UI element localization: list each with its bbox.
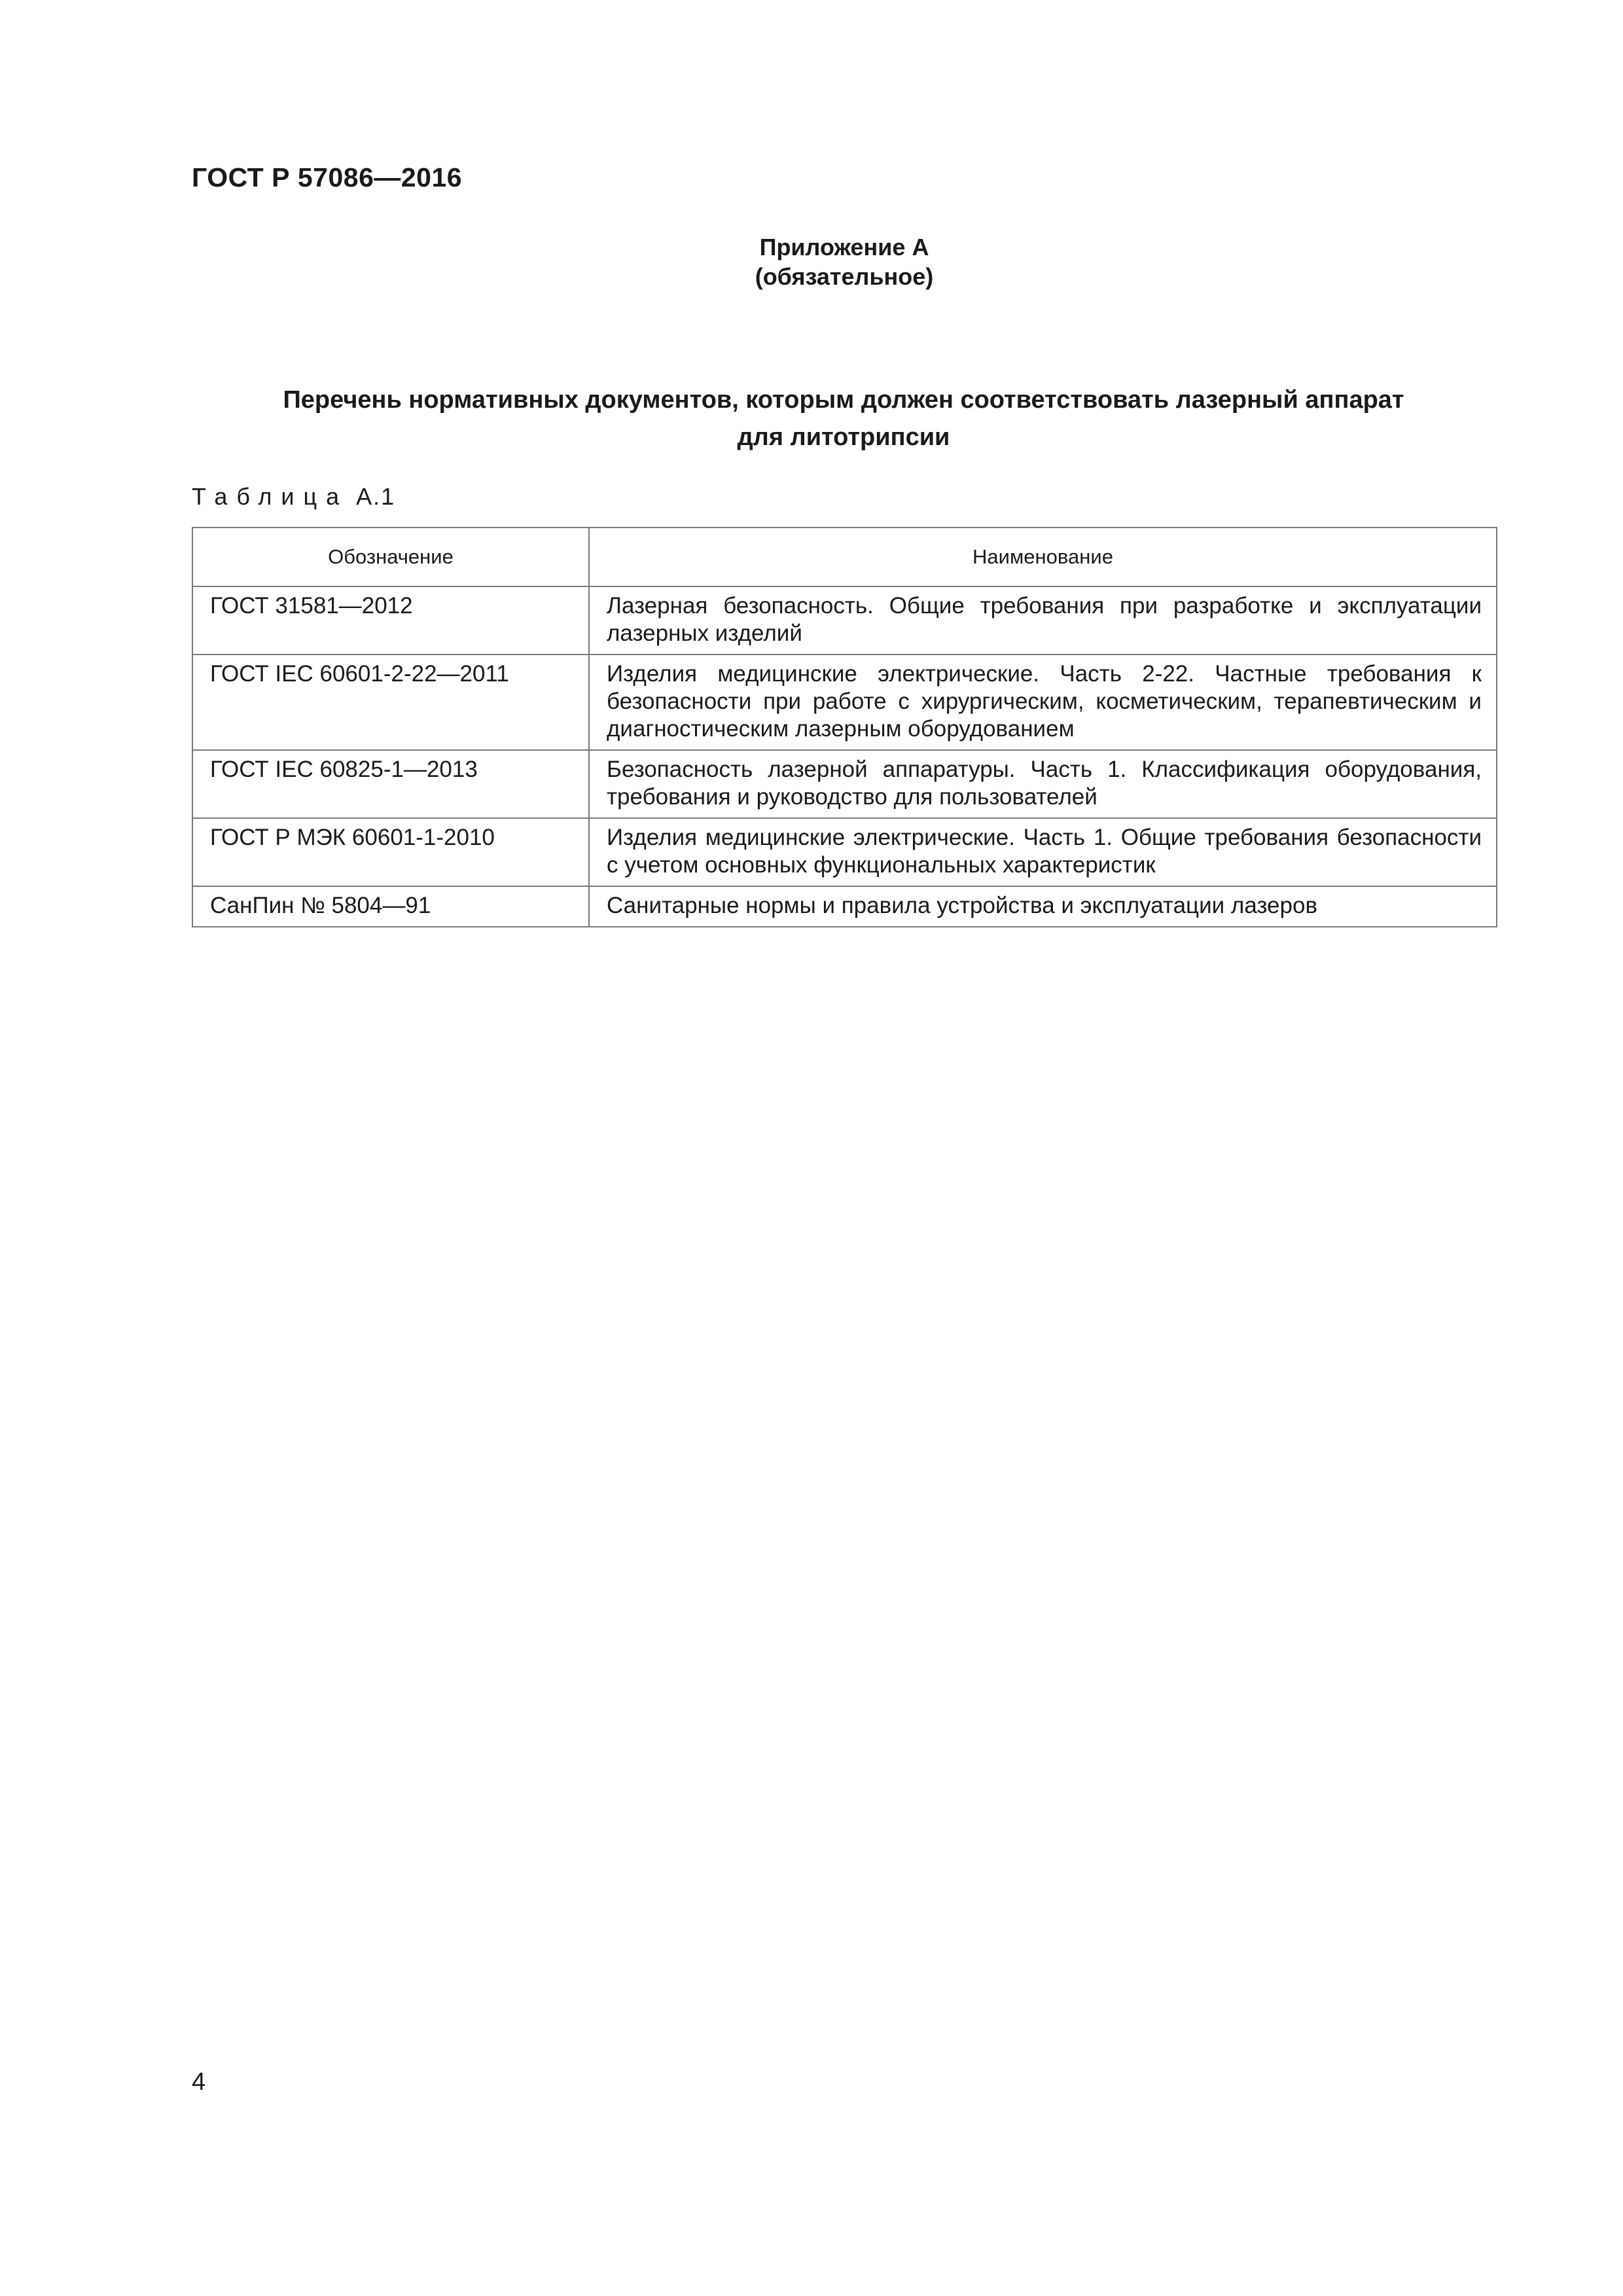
- appendix-title: Приложение А: [759, 234, 929, 260]
- table-row: [192, 818, 1497, 886]
- section-title-line-1: Перечень нормативных документов, которым должен соответствовать лазерный аппарат: [283, 386, 1404, 414]
- table-row: [192, 886, 1497, 927]
- document-code: ГОСТ Р 57086—2016: [192, 162, 463, 192]
- cell-name: Лазерная безопасность. Общие требования при разработке и эксплуатации лазерных изделий: [589, 586, 1497, 655]
- column-header-name: Наименование: [589, 528, 1497, 586]
- cell-designation: ГОСТ IEC 60825-1—2013: [192, 750, 589, 818]
- table-row: [192, 750, 1497, 818]
- appendix-status: (обязательное): [755, 263, 934, 290]
- table-header-row: [192, 528, 1497, 586]
- table-row: [192, 586, 1497, 655]
- section-title-line-2: для литотрипсии: [737, 423, 950, 451]
- column-header-designation: Обозначение: [192, 528, 589, 586]
- table-caption-number: А.1: [356, 483, 396, 510]
- cell-designation: ГОСТ 31581—2012: [192, 586, 589, 655]
- cell-name: Безопасность лазерной аппаратуры. Часть 1. Классификация оборудования, требования и руководство для пользователей: [589, 750, 1497, 818]
- cell-designation: СанПин № 5804—91: [192, 886, 589, 927]
- table-caption: [192, 483, 395, 511]
- table-row: [192, 655, 1497, 750]
- cell-name: Изделия медицинские электрические. Часть 1. Общие требования безопасности с учетом основных функциональных характеристик: [589, 818, 1497, 886]
- normative-documents-table: [192, 527, 1497, 927]
- page-number: 4: [192, 2068, 206, 2096]
- cell-name: Санитарные нормы и правила устройства и эксплуатации лазеров: [589, 886, 1497, 927]
- cell-designation: ГОСТ IEC 60601-2-22—2011: [192, 655, 589, 750]
- cell-designation: ГОСТ Р МЭК 60601-1-2010: [192, 818, 589, 886]
- table-caption-word: Таблица: [192, 483, 349, 510]
- cell-name: Изделия медицинские электрические. Часть 2-22. Частные требования к безопасности при работе с хирургическим, косметическим, терапевтическим и диагностическим лазерным оборудованием: [589, 655, 1497, 750]
- section-title: [192, 382, 1495, 456]
